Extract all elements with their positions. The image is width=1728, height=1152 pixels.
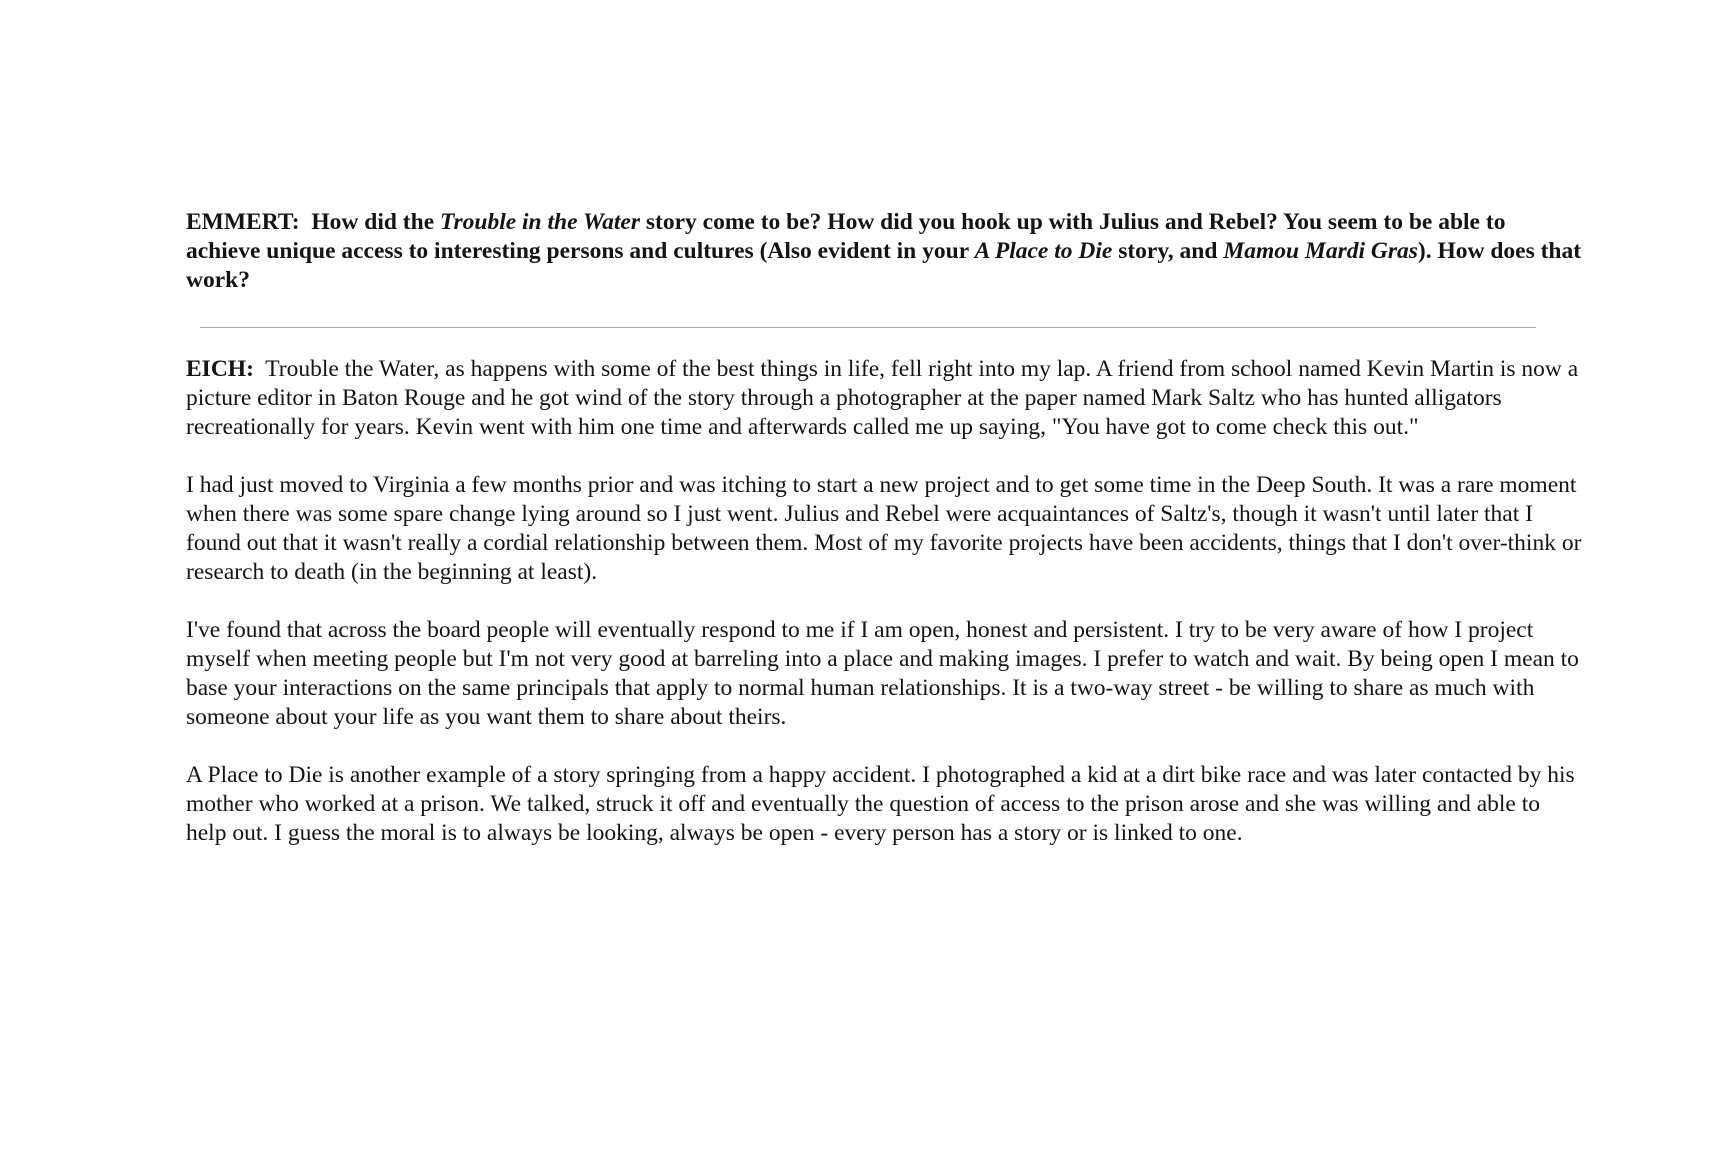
answer-paragraph-1-text: Trouble the Water, as happens with some of the best things in life, fell right into my lap. A friend from school named Kevin Martin is now a picture editor in Baton Rouge and he got wind of the story through a photographer at the paper named Mark Saltz who has hunted alligators recreationally for years. Kevin went with him one time and afterwards called me up saying, "You have got to come check this out." [186,356,1579,440]
answer-paragraph-2: I had just moved to Virginia a few months prior and was itching to start a new project and to get some time in the Deep South. It was a rare moment when there was some spare change lying around so I just went. Julius and Rebel were acquaintances of Saltz's, though it wasn't until later that I found out that it wasn't really a cordial relationship between them. Most of my favorite projects have been accidents, things that I don't over-think or research to death (in the beginning at least). [186,472,1582,585]
title-mamou-mardi-gras: Mamou Mardi Gras [1223,238,1418,264]
interview-page [186,208,1582,848]
question-text-part-1: How did the [311,209,440,235]
question-text-part-3: story, and [1112,238,1224,264]
title-a-place-to-die: A Place to Die [974,238,1113,264]
answer-paragraph-4: A Place to Die is another example of a story springing from a happy accident. I photographed a kid at a dirt bike race and was later contacted by his mother who worked at a prison. We talked, struck it off and eventually the question of access to the prison arose and she was willing and able to help out. I guess the moral is to always be looking, always be open - every person has a story or is linked to one. [186,762,1575,846]
question-text-part-2: story come to be? How did you hook up with Julius and Rebel? You seem to be able to achieve unique access to interesting persons and cultures (Also evident in your [186,209,1506,264]
question-text-part-4: ). How does that work? [186,238,1582,293]
interview-question [186,208,1582,295]
question-speaker: EMMERT: [186,209,300,235]
title-trouble-in-the-water: Trouble in the Water [440,209,640,235]
interview-answer [186,355,1582,848]
divider-rule [200,327,1536,328]
answer-speaker: EICH: [186,356,254,382]
answer-paragraph-3: I've found that across the board people will eventually respond to me if I am open, honest and persistent. I try to be very aware of how I project myself when meeting people but I'm not very good at barreling into a place and making images. I prefer to watch and wait. By being open I mean to base your interactions on the same principals that apply to normal human relationships. It is a two-way street - be willing to share as much with someone about your life as you want them to share about theirs. [186,617,1579,730]
answer-paragraph-1 [186,355,1582,442]
